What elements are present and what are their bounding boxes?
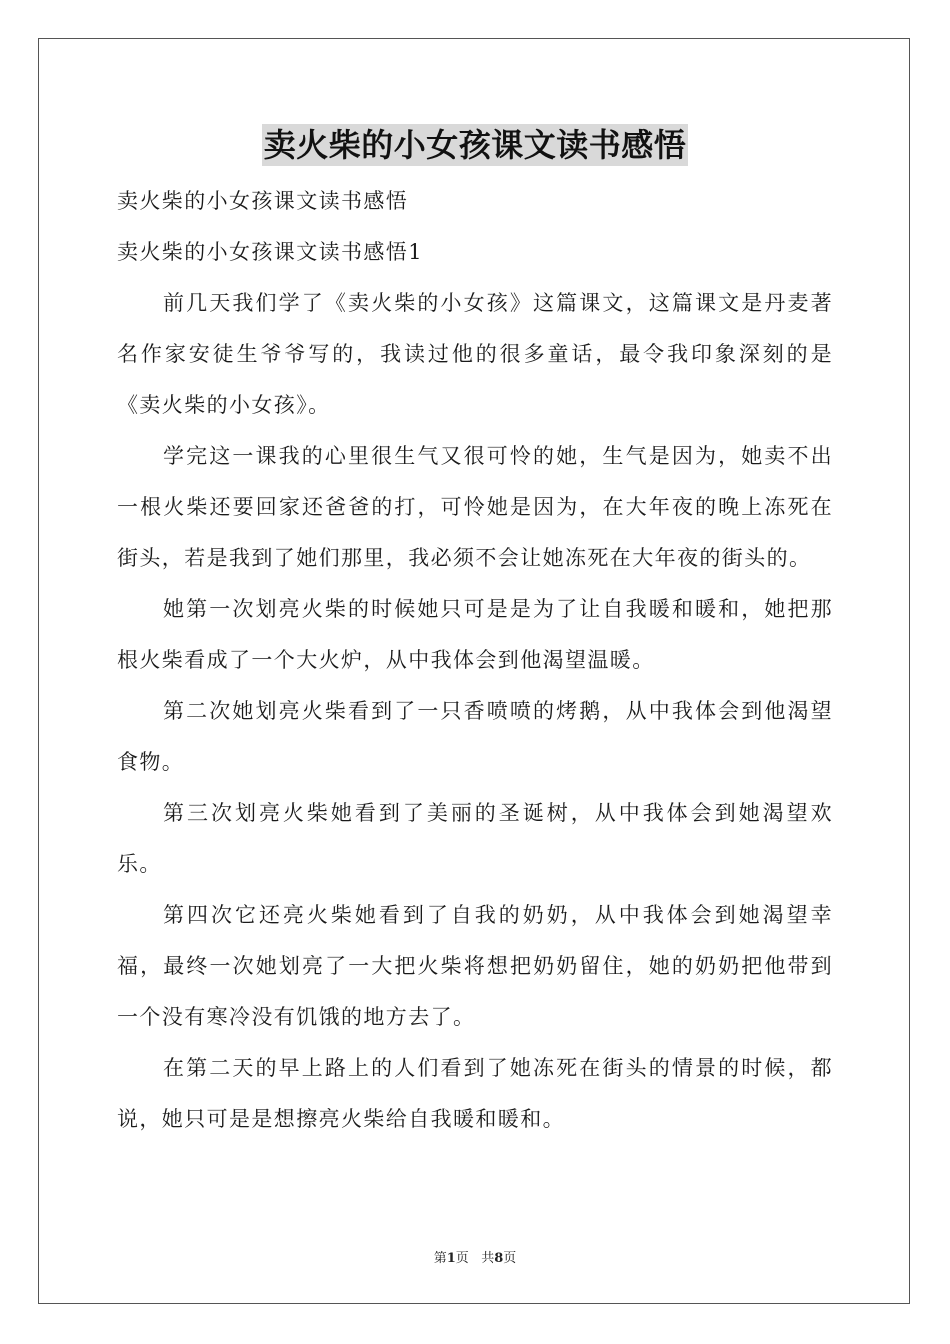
page-footer bbox=[0, 1247, 950, 1266]
page-prefix: 第 bbox=[433, 1251, 447, 1266]
total-suffix: 页 bbox=[503, 1251, 517, 1266]
page-number: 1 bbox=[446, 1251, 456, 1266]
paragraph-3: 她第一次划亮火柴的时候她只可是是为了让自我暖和暖和，她把那根火柴看成了一个大火炉，从中我体会到他渴望温暖。 bbox=[117, 597, 833, 672]
page-suffix: 页 bbox=[455, 1251, 469, 1266]
paragraph-2: 学完这一课我的心里很生气又很可怜的她，生气是因为，她卖不出一根火柴还要回家还爸爸的打，可怜她是因为，在大年夜的晚上冻死在街头，若是我到了她们那里，我必须不会让她冻死在大年夜的街头的。 bbox=[117, 444, 833, 570]
paragraph-1: 前几天我们学了《卖火柴的小女孩》这篇课文，这篇课文是丹麦著名作家安徒生爷爷写的，我读过他的很多童话，最令我印象深刻的是《卖火柴的小女孩》。 bbox=[117, 291, 833, 417]
paragraph-6: 第四次它还亮火柴她看到了自我的奶奶，从中我体会到她渴望幸福，最终一次她划亮了一大把火柴将想把奶奶留住，她的奶奶把他带到一个没有寒冷没有饥饿的地方去了。 bbox=[117, 903, 833, 1029]
paragraph-7: 在第二天的早上路上的人们看到了她冻死在街头的情景的时候，都说，她只可是是想擦亮火柴给自我暖和暖和。 bbox=[117, 1056, 833, 1131]
paragraph-5: 第三次划亮火柴她看到了美丽的圣诞树，从中我体会到她渴望欢乐。 bbox=[117, 801, 833, 876]
title-container bbox=[0, 124, 950, 166]
document-title: 卖火柴的小女孩课文读书感悟 bbox=[263, 126, 687, 164]
section-heading: 卖火柴的小女孩课文读书感悟1 bbox=[117, 240, 423, 264]
paragraph-4: 第二次她划亮火柴看到了一只香喷喷的烤鹅，从中我体会到他渴望食物。 bbox=[117, 699, 833, 774]
document-body bbox=[117, 176, 833, 1145]
document-subtitle: 卖火柴的小女孩课文读书感悟 bbox=[117, 189, 409, 213]
total-prefix: 共 bbox=[481, 1251, 495, 1266]
total-pages: 8 bbox=[494, 1251, 504, 1266]
